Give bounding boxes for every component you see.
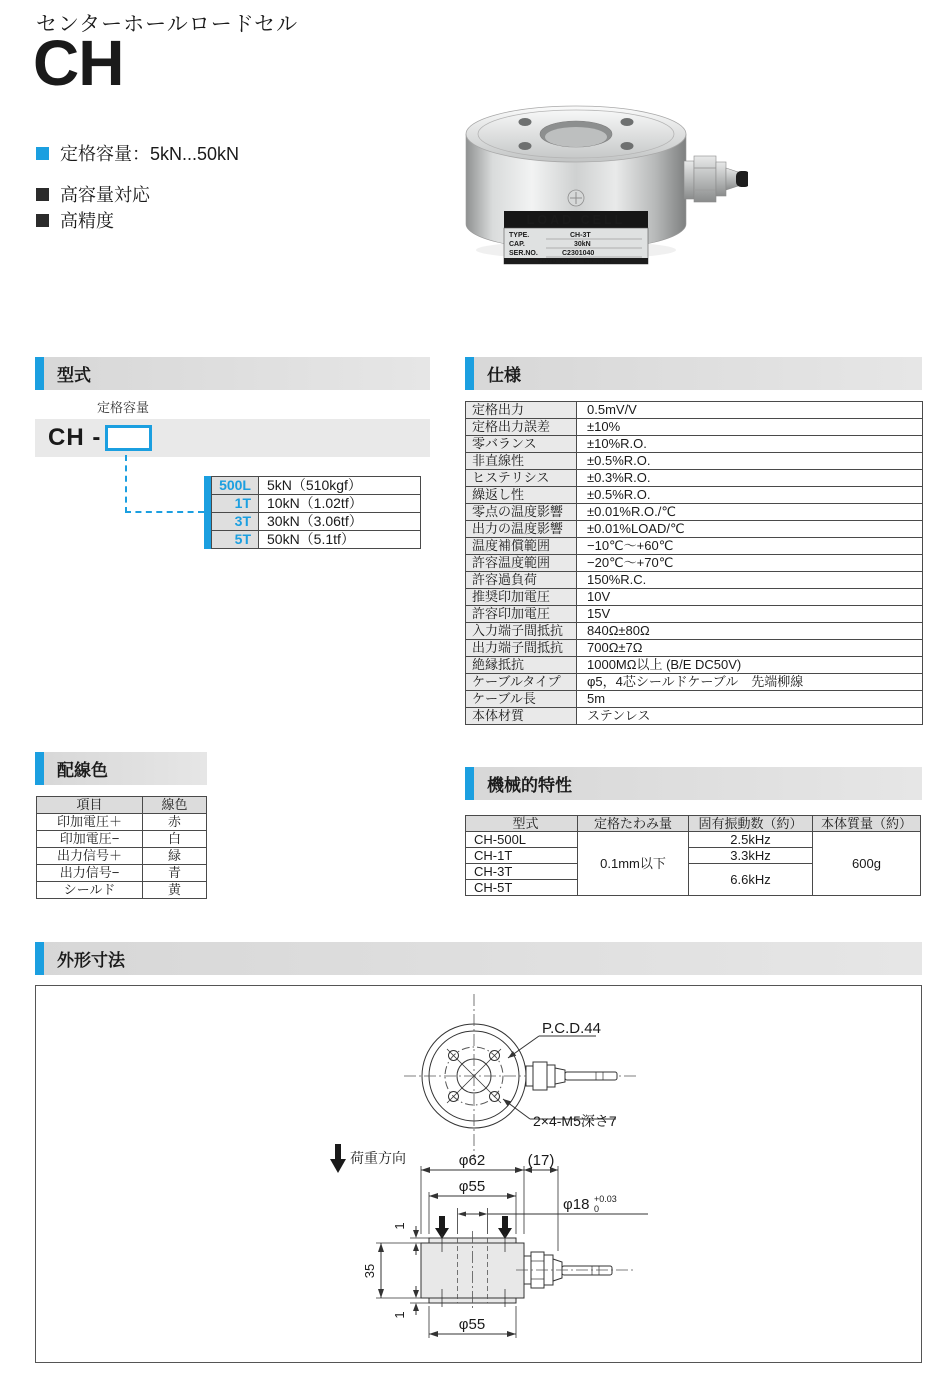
mech-header-model: 型式 (466, 816, 578, 832)
mech-deflection: 0.1mm以下 (578, 832, 689, 896)
model-capacity: 50kN（5.1tf） (259, 531, 421, 549)
section-accent-bar (465, 357, 474, 390)
model-code: 1T (212, 495, 259, 513)
feature-bullet-precision (36, 207, 114, 233)
mech-frequency: 2.5kHz (689, 832, 813, 848)
spec-value: 0.5mV/V (577, 402, 923, 419)
section-accent-bar (35, 942, 44, 975)
wiring-color: 赤 (143, 814, 207, 831)
model-code: 500L (212, 477, 259, 495)
capacity-label: 定格容量 (97, 400, 150, 415)
spec-label: 繰返し性 (466, 487, 577, 504)
table-header-row (37, 797, 207, 814)
spec-value: ±10%R.O. (577, 436, 923, 453)
dim-label-dia55-top: φ55 (458, 1178, 486, 1195)
label-serial-value: C2301040 (562, 250, 595, 257)
table-row (466, 555, 923, 572)
section-header-mechanical (465, 767, 922, 800)
spec-label: 定格出力 (466, 402, 577, 419)
bolt-hole (621, 118, 634, 126)
dim-label-tolerance-plus: +0.03 (594, 1194, 617, 1204)
model-capacity: 10kN（1.02tf） (259, 495, 421, 513)
table-row (37, 814, 207, 831)
wiring-item: シールド (37, 882, 143, 899)
mech-frequency: 6.6kHz (689, 864, 813, 896)
spec-label: 絶縁抵抗 (466, 657, 577, 674)
section-title: 仕様 (487, 366, 521, 385)
wiring-item: 出力信号− (37, 865, 143, 882)
spec-label: 温度補償範囲 (466, 538, 577, 555)
table-row (466, 589, 923, 606)
spec-label: 定格出力誤差 (466, 419, 577, 436)
bullet-square-icon (36, 147, 49, 160)
table-row (212, 495, 421, 513)
section-header-wiring (35, 752, 207, 785)
label-type-value: CH-3T (570, 232, 591, 239)
spec-value: 1000MΩ以上 (B/E DC50V) (577, 657, 923, 674)
spec-value: ステンレス (577, 708, 923, 725)
spec-value: ±0.5%R.O. (577, 453, 923, 470)
bullet-text: 定格容量：5kN...50kN (60, 144, 240, 164)
spec-label: 本体材質 (466, 708, 577, 725)
spec-value: φ5，4芯シールドケーブル 先端柳線 (577, 674, 923, 691)
model-code-band (35, 419, 430, 457)
label-cap-value: 30kN (574, 241, 591, 248)
spec-label: ケーブルタイプ (466, 674, 577, 691)
model-code: 5T (212, 531, 259, 549)
section-title: 機械的特性 (487, 776, 572, 795)
dimension-drawing-box (35, 985, 922, 1363)
model-capacity: 5kN（510kgf） (259, 477, 421, 495)
dim-label-pcd: P.C.D.44 (542, 1020, 601, 1037)
spec-label: 零点の温度影響 (466, 504, 577, 521)
dim-label-lip-bottom: 1 (392, 1311, 407, 1319)
table-row (466, 674, 923, 691)
spec-value: 840Ω±80Ω (577, 623, 923, 640)
label-footer: TOYO SOKKI CO.,LTD. (537, 259, 615, 265)
table-row (466, 640, 923, 657)
spec-label: ヒステリシス (466, 470, 577, 487)
section-title: 配線色 (57, 761, 108, 780)
section-accent-bar (465, 767, 474, 800)
table-row (466, 487, 923, 504)
spec-value: −20℃〜+70℃ (577, 555, 923, 572)
bullet-text: 高容量対応 (60, 185, 150, 205)
spec-value: 150%R.C. (577, 572, 923, 589)
wiring-header-color: 線色 (143, 797, 207, 814)
table-row (466, 691, 923, 708)
spec-value: 5m (577, 691, 923, 708)
wiring-item: 出力信号＋ (37, 848, 143, 865)
dim-label-dia55-bottom: φ55 (458, 1316, 486, 1333)
spec-label: 非直線性 (466, 453, 577, 470)
table-row (37, 848, 207, 865)
mech-model: CH-500L (466, 832, 578, 848)
section-title: 型式 (57, 366, 91, 385)
spec-label: 出力端子間抵抗 (466, 640, 577, 657)
table-row (466, 436, 923, 453)
model-capacity: 30kN（3.06tf） (259, 513, 421, 531)
spec-value: ±0.01%LOAD/℃ (577, 521, 923, 538)
spec-table (465, 401, 923, 725)
table-row (466, 572, 923, 589)
dim-label-tolerance-zero: 0 (594, 1204, 600, 1214)
spec-label: 許容印加電圧 (466, 606, 577, 623)
spec-value: −10℃〜+60℃ (577, 538, 923, 555)
product-photo (448, 82, 748, 270)
table-row (466, 606, 923, 623)
bullet-square-icon (36, 188, 49, 201)
mech-mass: 600g (813, 832, 921, 896)
spec-label: 出力の温度影響 (466, 521, 577, 538)
connector-line-horizontal (125, 511, 204, 513)
wiring-item: 印加電圧− (37, 831, 143, 848)
spec-label: 許容温度範囲 (466, 555, 577, 572)
table-header-row (466, 816, 921, 832)
spec-label: 推奨印加電圧 (466, 589, 577, 606)
spec-value: 15V (577, 606, 923, 623)
spec-label: 入力端子間抵抗 (466, 623, 577, 640)
mech-model: CH-5T (466, 880, 578, 896)
mechanical-table (465, 815, 921, 896)
table-row (212, 477, 421, 495)
dim-label-lip-top: 1 (392, 1222, 407, 1230)
wiring-table (36, 796, 207, 899)
bullet-text: 高精度 (60, 211, 114, 231)
spec-value: ±0.3%R.O. (577, 470, 923, 487)
bolt-hole (519, 118, 532, 126)
section-header-spec (465, 357, 922, 390)
spec-value: ±0.01%R.O./℃ (577, 504, 923, 521)
page-subtitle: センターホールロードセル (36, 13, 299, 36)
spec-label: 許容過負荷 (466, 572, 577, 589)
model-prefix: CH - (48, 424, 102, 451)
spec-label: ケーブル長 (466, 691, 577, 708)
capacity-code-box (105, 425, 152, 451)
load-cell-photo-illustration (448, 82, 748, 270)
table-row (466, 419, 923, 436)
table-row (466, 521, 923, 538)
model-options-table (204, 476, 421, 549)
wiring-color: 緑 (143, 848, 207, 865)
table-row (37, 865, 207, 882)
label-serial-key: SER.NO. (509, 250, 538, 257)
dimension-drawing (36, 986, 921, 1362)
mech-header-deflection: 定格たわみ量 (578, 816, 689, 832)
mech-model: CH-3T (466, 864, 578, 880)
connector-line-vertical (125, 455, 127, 513)
table-row (466, 402, 923, 419)
label-title: LOAD CELL (526, 213, 626, 227)
section-accent-bar (35, 752, 44, 785)
section-header-model (35, 357, 430, 390)
section-header-dimensions (35, 942, 922, 975)
bolt-hole (621, 142, 634, 150)
mech-header-frequency: 固有振動数（約） (689, 816, 813, 832)
table-row (466, 623, 923, 640)
table-row (466, 657, 923, 674)
spec-value: 10V (577, 589, 923, 606)
spec-value: 700Ω±7Ω (577, 640, 923, 657)
dim-label-bolt: 2×4-M5深さ7 (533, 1113, 617, 1129)
section-accent-bar (35, 357, 44, 390)
label-type-key: TYPE. (509, 232, 530, 239)
bolt-hole (519, 142, 532, 150)
wiring-color: 白 (143, 831, 207, 848)
table-row (37, 831, 207, 848)
dim-label-dia18: φ18 (563, 1196, 590, 1213)
feature-bullet-capacity2 (36, 181, 150, 207)
wiring-header-item: 項目 (37, 797, 143, 814)
wiring-color: 青 (143, 865, 207, 882)
table-row (466, 453, 923, 470)
spec-label: 零バランス (466, 436, 577, 453)
table-row (466, 504, 923, 521)
model-code: 3T (212, 513, 259, 531)
section-title: 外形寸法 (57, 951, 125, 970)
mech-model: CH-1T (466, 848, 578, 864)
table-row (466, 708, 923, 725)
table-row (466, 832, 921, 848)
table-row (466, 470, 923, 487)
dim-label-height35: 35 (362, 1263, 377, 1279)
table-row (212, 531, 421, 549)
dim-label-load-direction: 荷重方向 (350, 1150, 406, 1166)
dim-label-dia62: φ62 (458, 1152, 486, 1169)
page-title: CH (33, 27, 124, 99)
feature-bullet-capacity (36, 140, 239, 166)
mech-header-mass: 本体質量（約） (813, 816, 921, 832)
label-cap-key: CAP. (509, 241, 525, 248)
wiring-color: 黄 (143, 882, 207, 899)
table-row (466, 538, 923, 555)
spec-value: ±10% (577, 419, 923, 436)
wiring-item: 印加電圧＋ (37, 814, 143, 831)
table-row (37, 882, 207, 899)
spec-value: ±0.5%R.O. (577, 487, 923, 504)
mech-frequency: 3.3kHz (689, 848, 813, 864)
dim-label-gland-length: (17) (527, 1152, 555, 1169)
bullet-square-icon (36, 214, 49, 227)
table-row (212, 513, 421, 531)
